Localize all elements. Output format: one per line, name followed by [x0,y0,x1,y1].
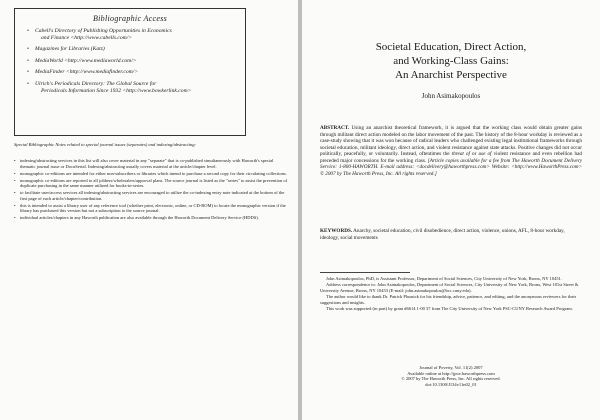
keywords [320,228,582,241]
access-item [35,58,239,65]
document-delivery-note: [Article copies available for a fee from The Haworth Document Delivery Service: 1-800-HAWORTH. E-mail address: <docdelivery@haworthpress.com> Website: <http://www.HaworthPress.com> © 2007 by The Haworth Press, Inc. All rights reserved.] [320,157,583,177]
footnote-divider [320,272,410,273]
special-note: Special Bibliographic Notes related to special journal issues (separates) and indexing/abstracting: [14,142,197,147]
right-page [302,0,600,420]
footnote: Address correspondence to: John Asimakopoulos, Department of Social Sciences, City University of New York, Bronx, West 181st Street & University Avenue, Bronx, NY 10453 (E-mail: john.asimakopoulos@bcc.cuny.edu). [320,282,579,293]
access-item [35,46,239,53]
journal-info [320,365,582,387]
note-item: • monographic co-editions are reported to all jobbers/wholesalers/approval plans. The source journal is listed as the "series" to assist the prevention of duplicate purchasing in the same manner utilized for books-in-series. [20,178,288,189]
access-item-line: Periodicals Information Since 1932 <http://www.bowkerlink.com> [41,87,192,94]
journal-line: Journal of Poverty, Vol. 11(2) 2007 [419,365,483,370]
abstract [320,125,582,177]
note-item: • individual articles/chapters in any Haworth publication are also available through the Haworth Document Delivery Service (HDDS). [20,215,288,221]
title-line: and Working-Class Gains: [393,55,509,67]
journal-line: doi:10.1300/J134v11n02_01 [425,381,477,387]
access-item-line: MediaWorld <http://www.mediaworld.com/> [35,57,137,64]
footnotes [320,276,582,312]
access-item-line: MediaFinder <http://www.mediafinder.com/> [35,69,138,76]
access-list [21,28,239,94]
note-item: • to facilitate user/access services all indexing/abstracting services are encouraged to utilize the co-indexing entry note indicated at the bottom of the first page of each article/chapter/contribution. [20,190,288,201]
footnote: The author would like to thank Dr. Patrick Plusnick for his friendship, advice, patience, and editing, and the anonymous reviewers for their suggestions and insights. [320,294,577,305]
title-line: An Anarchist Perspective [395,69,507,81]
abstract-body: or [472,151,477,157]
access-item-line: Ulrich's Periodicals Directory: The Global Source for [35,80,157,87]
footnote: This work was supported (in part) by grant #6614 1-00 37 from The City University of New York PSC-CUNY Research Award Program. [326,306,573,312]
left-page [0,0,298,420]
access-item-line: and Finance <http://www.cabells.com/> [41,34,133,41]
keywords-label: KEYWORDS. [320,228,353,234]
author-name: John Asimakopoulos [421,92,481,100]
footnote: John Asimakopoulos, PhD, is Assistant Professor, Department of Social Sciences, City University of New York, Bronx, NY 10451. [326,276,563,281]
keywords-body: Anarchy, societal education, civil disobedience, direct action, violence, unions, AFL, 8-hour workday, ideology, social movements [320,228,565,241]
access-item-line: Cabell's Directory of Publishing Opportunities in Economics [35,28,172,34]
bibliographic-access-box [14,8,246,136]
access-item [35,69,239,76]
abstract-emphasis: use of [478,151,492,157]
title-line: Societal Education, Direct Action, [375,41,527,53]
access-item [35,81,239,94]
access-item [35,28,239,41]
abstract-emphasis: threat of [451,151,470,157]
note-item: • this is intended to assist a library user of any reference tool (whether print, electronic, online, or CD-ROM) to locate the monographic version if the library has purchased this version but not a subscription to the source journal. [20,203,288,214]
abstract-label: ABSTRACT. [320,125,350,131]
abstract-body: violent resistance and even rebellion had preceded major concessions for the working class. [320,151,583,164]
note-list [14,158,288,222]
box-title: Bibliographic Access [92,14,168,23]
abstract-body: Using an anarchist theoretical framework, it is argued that the working class would obtain greater gains through militant direct action modeled on the labor movement of the past. The history of the 8-hour workday is reviewed as a case-study showing that it was won because of radical leaders who challenged existing legal institutional frameworks through societal education, militant ideology, direct action, and violent resistance against state attacks. Positive changes did not occur politically, peacefully, or voluntarily. Instead, oftentimes the [320,125,582,157]
article-title [312,40,590,82]
note-item: • indexing/abstracting services in this list will also cover material in any "separate" that is co-published simultaneously with Haworth's special thematic journal issue or DocuSerial. Indexing/abstracting usually covers material at the article/chapter level. [20,158,288,169]
journal-line: © 2007 by The Haworth Press, Inc. All rights reserved. [401,376,501,382]
note-item: • monographic co-editions are intended for either non-subscribers or libraries which intend to purchase a second copy for their circulating collections. [20,171,288,177]
journal-line: Available online at http://jpov.haworthpress.com [407,370,495,376]
access-item-line: Magazines for Libraries (Katz) [35,46,105,53]
